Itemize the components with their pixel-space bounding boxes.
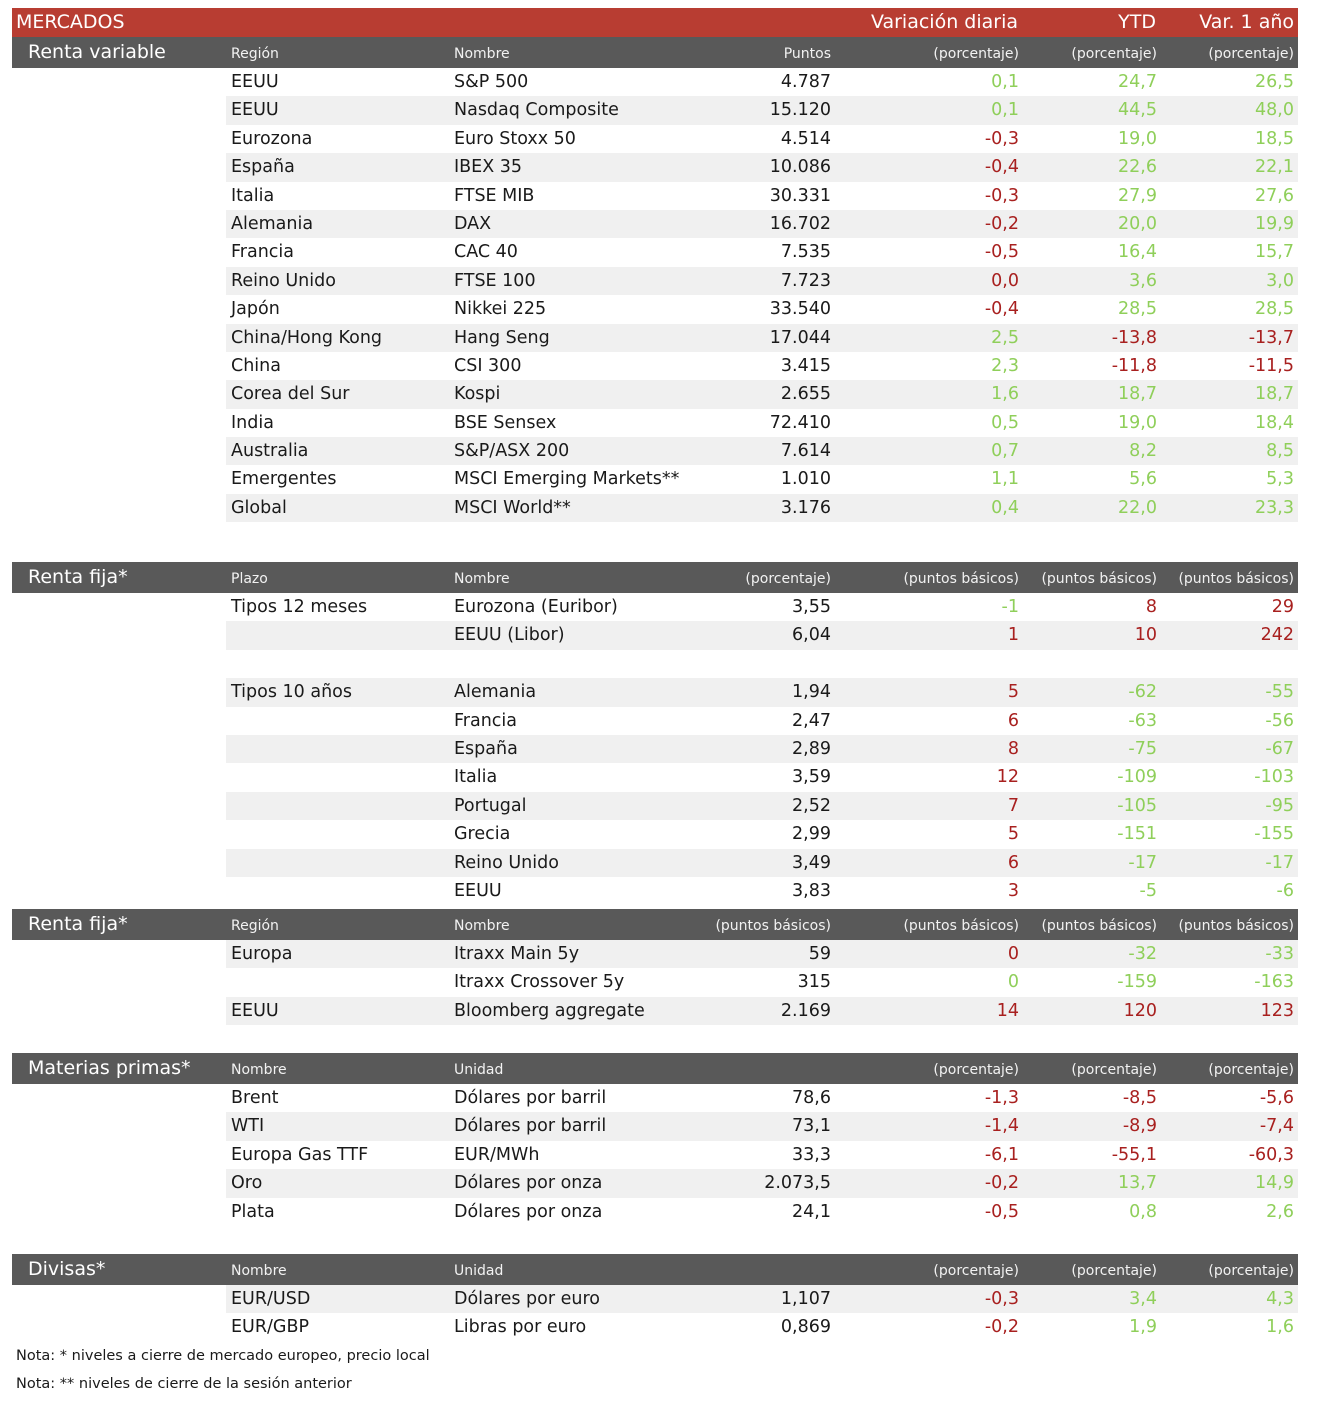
column-header: Unidad: [454, 1062, 504, 1078]
row-value: 1.010: [780, 469, 831, 490]
row-year-change: 18,4: [1255, 412, 1294, 433]
row-ytd-change: -55,1: [1111, 1144, 1157, 1165]
row-value: 7.614: [780, 441, 831, 462]
row-daily-change: 0,7: [991, 441, 1019, 462]
row-name: Dólares por barril: [454, 1088, 607, 1108]
section-header: [12, 37, 1298, 68]
row-daily-change: 5: [1007, 682, 1019, 703]
row-value: 3,49: [792, 852, 831, 873]
column-header: Nombre: [231, 1263, 287, 1279]
spacer: [226, 650, 1298, 678]
column-header: (porcentaje): [1208, 1263, 1294, 1279]
section-renta-fija-credito: [12, 909, 1298, 1025]
table-row: [226, 352, 1298, 380]
row-daily-change: -0,4: [984, 157, 1019, 178]
row-daily-change: -0,2: [984, 213, 1019, 234]
table-row: [226, 465, 1298, 493]
table-row: [226, 125, 1298, 153]
table-row: [226, 324, 1298, 352]
row-value: 17.044: [769, 327, 831, 348]
row-value: 2.655: [780, 384, 831, 405]
row-name: BSE Sensex: [454, 412, 557, 433]
row-ytd-change: 24,7: [1118, 72, 1157, 92]
table-row: [226, 295, 1298, 323]
row-region: Global: [231, 497, 287, 518]
section-title: Renta fija*: [28, 913, 128, 935]
section-header: [12, 1254, 1298, 1285]
row-value: 2.073,5: [764, 1173, 831, 1194]
col-header-daily: Variación diaria: [870, 11, 1018, 33]
row-daily-change: 0,4: [991, 497, 1019, 518]
row-year-change: -33: [1265, 944, 1294, 964]
row-ytd-change: -17: [1128, 852, 1157, 873]
row-daily-change: -1,3: [984, 1088, 1019, 1108]
column-header: Nombre: [231, 1062, 287, 1078]
row-daily-change: 8: [1007, 738, 1019, 759]
row-year-change: 26,5: [1255, 72, 1294, 92]
row-ytd-change: 8: [1145, 597, 1157, 617]
table-row: [226, 877, 1298, 905]
row-name: Euro Stoxx 50: [454, 128, 576, 149]
row-value: 3,59: [792, 767, 831, 788]
row-daily-change: 0: [1007, 944, 1019, 964]
table-row: [226, 735, 1298, 763]
col-header-year: Var. 1 año: [1199, 11, 1294, 33]
row-ytd-change: 27,9: [1118, 185, 1157, 206]
row-region: China/Hong Kong: [231, 327, 383, 348]
row-region: Japón: [231, 299, 280, 320]
row-region: Australia: [231, 441, 309, 462]
row-year-change: 123: [1260, 1000, 1294, 1021]
row-name: EEUU (Libor): [454, 625, 565, 646]
row-year-change: 3,0: [1266, 270, 1294, 291]
row-daily-change: 7: [1007, 795, 1019, 816]
table-row: [226, 96, 1298, 124]
row-region: Emergentes: [231, 469, 337, 490]
row-daily-change: 0,1: [991, 72, 1019, 92]
row-value: 3,83: [792, 880, 831, 901]
row-value: 4.787: [780, 72, 831, 92]
row-year-change: -155: [1254, 824, 1294, 845]
row-year-change: 4,3: [1266, 1289, 1294, 1309]
row-year-change: -60,3: [1248, 1144, 1294, 1165]
row-daily-change: 5: [1007, 824, 1019, 845]
row-region: Europa: [231, 944, 293, 964]
row-region: Alemania: [231, 213, 314, 234]
row-value: 73,1: [792, 1116, 831, 1137]
row-year-change: -11,5: [1248, 355, 1294, 376]
row-name: Dólares por euro: [454, 1289, 600, 1309]
table-row: [226, 763, 1298, 791]
row-name: CSI 300: [454, 355, 522, 376]
row-ytd-change: -151: [1117, 824, 1157, 845]
table-row: [226, 792, 1298, 820]
row-daily-change: 0: [1007, 972, 1019, 993]
table-row: [226, 1084, 1298, 1112]
row-year-change: -7,4: [1259, 1116, 1294, 1137]
row-daily-change: -0,2: [984, 1317, 1019, 1338]
column-header: (puntos básicos): [1041, 571, 1157, 587]
row-ytd-change: 3,6: [1129, 270, 1157, 291]
row-daily-change: 6: [1007, 852, 1019, 873]
row-region: Reino Unido: [231, 270, 336, 291]
row-year-change: 5,3: [1266, 469, 1294, 490]
row-year-change: 18,5: [1255, 128, 1294, 149]
row-daily-change: 3: [1007, 880, 1019, 901]
row-region: Francia: [231, 242, 295, 263]
row-name: Eurozona (Euribor): [454, 597, 618, 617]
row-name: MSCI Emerging Markets**: [454, 469, 680, 490]
row-ytd-change: -11,8: [1111, 355, 1157, 376]
row-ytd-change: 13,7: [1118, 1173, 1157, 1194]
row-value: 10.086: [769, 157, 831, 178]
row-daily-change: 12: [996, 767, 1019, 788]
row-daily-change: 6: [1007, 710, 1019, 731]
row-name: España: [454, 738, 518, 759]
row-value: 3.415: [780, 355, 831, 376]
row-value: 2,52: [792, 795, 831, 816]
row-year-change: -13,7: [1248, 327, 1294, 348]
row-year-change: 29: [1271, 597, 1294, 617]
row-year-change: -56: [1265, 710, 1294, 731]
column-header: (porcentaje): [1071, 1062, 1157, 1078]
row-ytd-change: 120: [1123, 1000, 1157, 1021]
row-name: Itraxx Main 5y: [454, 944, 580, 964]
column-header: (porcentaje): [933, 1263, 1019, 1279]
row-ytd-change: -5: [1139, 880, 1157, 901]
row-region: WTI: [231, 1116, 265, 1137]
row-year-change: -103: [1254, 767, 1294, 788]
row-daily-change: 1: [1007, 625, 1019, 646]
row-year-change: 22,1: [1255, 157, 1294, 178]
table-row: [226, 849, 1298, 877]
row-ytd-change: 1,9: [1129, 1317, 1157, 1338]
table-row: [226, 437, 1298, 465]
row-daily-change: -0,4: [984, 299, 1019, 320]
row-name: Dólares por barril: [454, 1116, 607, 1137]
row-name: Nikkei 225: [454, 299, 547, 320]
row-region: Oro: [231, 1173, 263, 1194]
row-ytd-change: 28,5: [1118, 299, 1157, 320]
table-row: [226, 494, 1298, 522]
row-name: S&P/ASX 200: [454, 441, 570, 462]
table-row: [226, 1169, 1298, 1197]
row-region: Corea del Sur: [231, 384, 350, 405]
column-header: Nombre: [454, 571, 510, 587]
row-value: 72.410: [769, 412, 831, 433]
column-header: (puntos básicos): [1178, 571, 1294, 587]
section-divisas: [12, 1254, 1298, 1342]
column-header: Plazo: [231, 571, 268, 587]
notes: [16, 1348, 430, 1404]
row-year-change: 242: [1260, 625, 1294, 646]
column-header: (porcentaje): [745, 571, 831, 587]
row-name: Dólares por onza: [454, 1201, 603, 1222]
column-header: (puntos básicos): [903, 571, 1019, 587]
table-row: [226, 182, 1298, 210]
row-year-change: 2,6: [1266, 1201, 1294, 1222]
row-ytd-change: 10: [1134, 625, 1157, 646]
row-region: EEUU: [231, 1000, 279, 1021]
row-value: 2,99: [792, 824, 831, 845]
table-row: [226, 1313, 1298, 1341]
row-ytd-change: 8,2: [1129, 441, 1157, 462]
row-year-change: -95: [1265, 795, 1294, 816]
row-region: EUR/GBP: [231, 1317, 310, 1338]
row-name: FTSE 100: [454, 270, 536, 291]
row-ytd-change: 22,0: [1118, 497, 1157, 518]
row-ytd-change: 16,4: [1118, 242, 1157, 263]
row-value: 2,47: [792, 710, 831, 731]
row-daily-change: -0,3: [984, 185, 1019, 206]
page-title: MERCADOS: [16, 11, 125, 33]
row-region: España: [231, 157, 295, 178]
row-year-change: -5,6: [1259, 1088, 1294, 1108]
row-daily-change: -1: [1001, 597, 1019, 617]
table-row: [226, 267, 1298, 295]
row-daily-change: 14: [996, 1000, 1019, 1021]
table-row: [226, 238, 1298, 266]
col-header-ytd: YTD: [1118, 11, 1156, 33]
row-ytd-change: 19,0: [1118, 128, 1157, 149]
row-value: 3,55: [792, 597, 831, 617]
table-row: [226, 621, 1298, 649]
row-daily-change: -0,5: [984, 1201, 1019, 1222]
row-ytd-change: 18,7: [1118, 384, 1157, 405]
column-header: Nombre: [454, 46, 510, 62]
row-name: Francia: [454, 710, 518, 731]
column-header: (puntos básicos): [715, 918, 831, 934]
row-daily-change: 1,1: [991, 469, 1019, 490]
table-row: [226, 1198, 1298, 1226]
row-region: Eurozona: [231, 128, 313, 149]
row-ytd-change: 5,6: [1129, 469, 1157, 490]
column-header: (porcentaje): [1208, 46, 1294, 62]
row-ytd-change: -13,8: [1111, 327, 1157, 348]
row-name: Reino Unido: [454, 852, 559, 873]
table-row: [226, 940, 1298, 968]
row-year-change: -55: [1265, 682, 1294, 703]
table-row: [226, 820, 1298, 848]
row-region: Tipos 12 meses: [231, 597, 368, 617]
row-ytd-change: -159: [1117, 972, 1157, 993]
row-year-change: 27,6: [1255, 185, 1294, 206]
row-year-change: -67: [1265, 738, 1294, 759]
row-value: 2.169: [780, 1000, 831, 1021]
row-name: CAC 40: [454, 242, 518, 263]
row-name: EEUU: [454, 880, 502, 901]
row-region: EEUU: [231, 72, 279, 92]
row-daily-change: 0,0: [991, 270, 1019, 291]
row-region: Brent: [231, 1088, 279, 1108]
row-ytd-change: -8,9: [1122, 1116, 1157, 1137]
column-header: Unidad: [454, 1263, 504, 1279]
row-name: S&P 500: [454, 72, 529, 92]
row-ytd-change: 20,0: [1118, 213, 1157, 234]
column-header: Puntos: [783, 46, 831, 62]
row-name: Dólares por onza: [454, 1173, 603, 1194]
table-row: [226, 1141, 1298, 1169]
row-ytd-change: 19,0: [1118, 412, 1157, 433]
row-daily-change: -0,3: [984, 128, 1019, 149]
row-ytd-change: -62: [1128, 682, 1157, 703]
row-region: Europa Gas TTF: [231, 1144, 369, 1165]
row-value: 59: [808, 944, 831, 964]
row-value: 6,04: [792, 625, 831, 646]
row-region: India: [231, 412, 274, 433]
row-value: 33.540: [769, 299, 831, 320]
row-value: 78,6: [792, 1088, 831, 1108]
row-ytd-change: 3,4: [1129, 1289, 1157, 1309]
column-header: (porcentaje): [1071, 1263, 1157, 1279]
row-name: Hang Seng: [454, 327, 550, 348]
row-name: Portugal: [454, 795, 527, 816]
column-header: (porcentaje): [933, 46, 1019, 62]
row-daily-change: 1,6: [991, 384, 1019, 405]
row-name: Alemania: [454, 682, 537, 703]
section-materias-primas: [12, 1053, 1298, 1226]
column-header: (porcentaje): [933, 1062, 1019, 1078]
row-name: EUR/MWh: [454, 1144, 540, 1165]
row-value: 15.120: [769, 100, 831, 121]
table-row: [226, 1112, 1298, 1140]
row-daily-change: -0,3: [984, 1289, 1019, 1309]
column-header: (puntos básicos): [1041, 918, 1157, 934]
row-value: 7.723: [780, 270, 831, 291]
row-region: EEUU: [231, 100, 279, 121]
row-value: 2,89: [792, 738, 831, 759]
table-row: [226, 210, 1298, 238]
row-ytd-change: -109: [1117, 767, 1157, 788]
table-row: [226, 409, 1298, 437]
row-value: 1,107: [780, 1289, 831, 1309]
column-header: Nombre: [454, 918, 510, 934]
section-header: [12, 909, 1298, 940]
row-name: Nasdaq Composite: [454, 100, 619, 121]
row-year-change: 18,7: [1255, 384, 1294, 405]
row-ytd-change: -75: [1128, 738, 1157, 759]
table-row: [226, 68, 1298, 96]
row-year-change: 28,5: [1255, 299, 1294, 320]
row-value: 33,3: [792, 1144, 831, 1165]
row-name: Italia: [454, 767, 498, 788]
row-value: 16.702: [769, 213, 831, 234]
row-name: Itraxx Crossover 5y: [454, 972, 625, 993]
row-value: 4.514: [780, 128, 831, 149]
row-region: Italia: [231, 185, 275, 206]
note-2: Nota: ** niveles de cierre de la sesión anterior: [16, 1376, 352, 1392]
section-title: Materias primas*: [28, 1057, 191, 1079]
row-value: 0,869: [780, 1317, 831, 1338]
row-daily-change: -0,2: [984, 1173, 1019, 1194]
column-header: Región: [231, 918, 279, 934]
table-row: [226, 678, 1298, 706]
row-year-change: 19,9: [1255, 213, 1294, 234]
row-region: Tipos 10 años: [231, 682, 352, 703]
row-value: 3.176: [780, 497, 831, 518]
row-region: EUR/USD: [231, 1289, 311, 1309]
section-header: [12, 1053, 1298, 1084]
row-year-change: 15,7: [1255, 242, 1294, 263]
row-year-change: -163: [1254, 972, 1294, 993]
row-name: Bloomberg aggregate: [454, 1000, 645, 1021]
row-year-change: -17: [1265, 852, 1294, 873]
row-name: DAX: [454, 213, 492, 234]
column-header: (porcentaje): [1208, 1062, 1294, 1078]
table-row: [226, 593, 1298, 621]
column-header: Región: [231, 46, 279, 62]
row-ytd-change: 22,6: [1118, 157, 1157, 178]
row-daily-change: 0,5: [991, 412, 1019, 433]
row-daily-change: -0,5: [984, 242, 1019, 263]
markets-title-bar: [12, 8, 1298, 37]
section-title: Divisas*: [28, 1258, 106, 1280]
row-ytd-change: -8,5: [1122, 1088, 1157, 1108]
column-header: (puntos básicos): [903, 918, 1019, 934]
row-name: MSCI World**: [454, 497, 571, 518]
row-daily-change: -6,1: [984, 1144, 1019, 1165]
row-daily-change: 0,1: [991, 100, 1019, 121]
row-region: Plata: [231, 1201, 275, 1222]
table-row: [226, 1285, 1298, 1313]
section-title: Renta fija*: [28, 566, 128, 588]
row-daily-change: 2,5: [991, 327, 1019, 348]
column-header: (puntos básicos): [1178, 918, 1294, 934]
section-renta-fija-tipos: [12, 562, 1298, 905]
row-value: 7.535: [780, 242, 831, 263]
row-ytd-change: 0,8: [1129, 1201, 1157, 1222]
row-year-change: 1,6: [1266, 1317, 1294, 1338]
row-name: Kospi: [454, 384, 501, 405]
table-row: [226, 968, 1298, 996]
table-row: [226, 997, 1298, 1025]
row-ytd-change: -32: [1128, 944, 1157, 964]
row-value: 30.331: [769, 185, 831, 206]
row-daily-change: -1,4: [984, 1116, 1019, 1137]
row-name: IBEX 35: [454, 157, 523, 178]
row-year-change: 8,5: [1266, 441, 1294, 462]
section-renta-variable: [12, 37, 1298, 522]
column-header: (porcentaje): [1071, 46, 1157, 62]
row-ytd-change: -105: [1117, 795, 1157, 816]
row-year-change: 48,0: [1255, 100, 1294, 121]
row-value: 315: [797, 972, 831, 993]
row-name: Libras por euro: [454, 1317, 587, 1338]
section-header: [12, 562, 1298, 593]
table-row: [226, 380, 1298, 408]
row-value: 1,94: [792, 682, 831, 703]
row-value: 24,1: [792, 1201, 831, 1222]
table-row: [226, 707, 1298, 735]
row-year-change: 14,9: [1255, 1173, 1294, 1194]
row-year-change: 23,3: [1255, 497, 1294, 518]
note-1: Nota: * niveles a cierre de mercado europeo, precio local: [16, 1348, 430, 1364]
row-year-change: -6: [1276, 880, 1294, 901]
row-name: Grecia: [454, 824, 511, 845]
table-row: [226, 153, 1298, 181]
row-daily-change: 2,3: [991, 355, 1019, 376]
row-region: China: [231, 355, 281, 376]
row-ytd-change: 44,5: [1118, 100, 1157, 121]
section-title: Renta variable: [28, 41, 166, 63]
row-ytd-change: -63: [1128, 710, 1157, 731]
row-name: FTSE MIB: [454, 185, 535, 206]
